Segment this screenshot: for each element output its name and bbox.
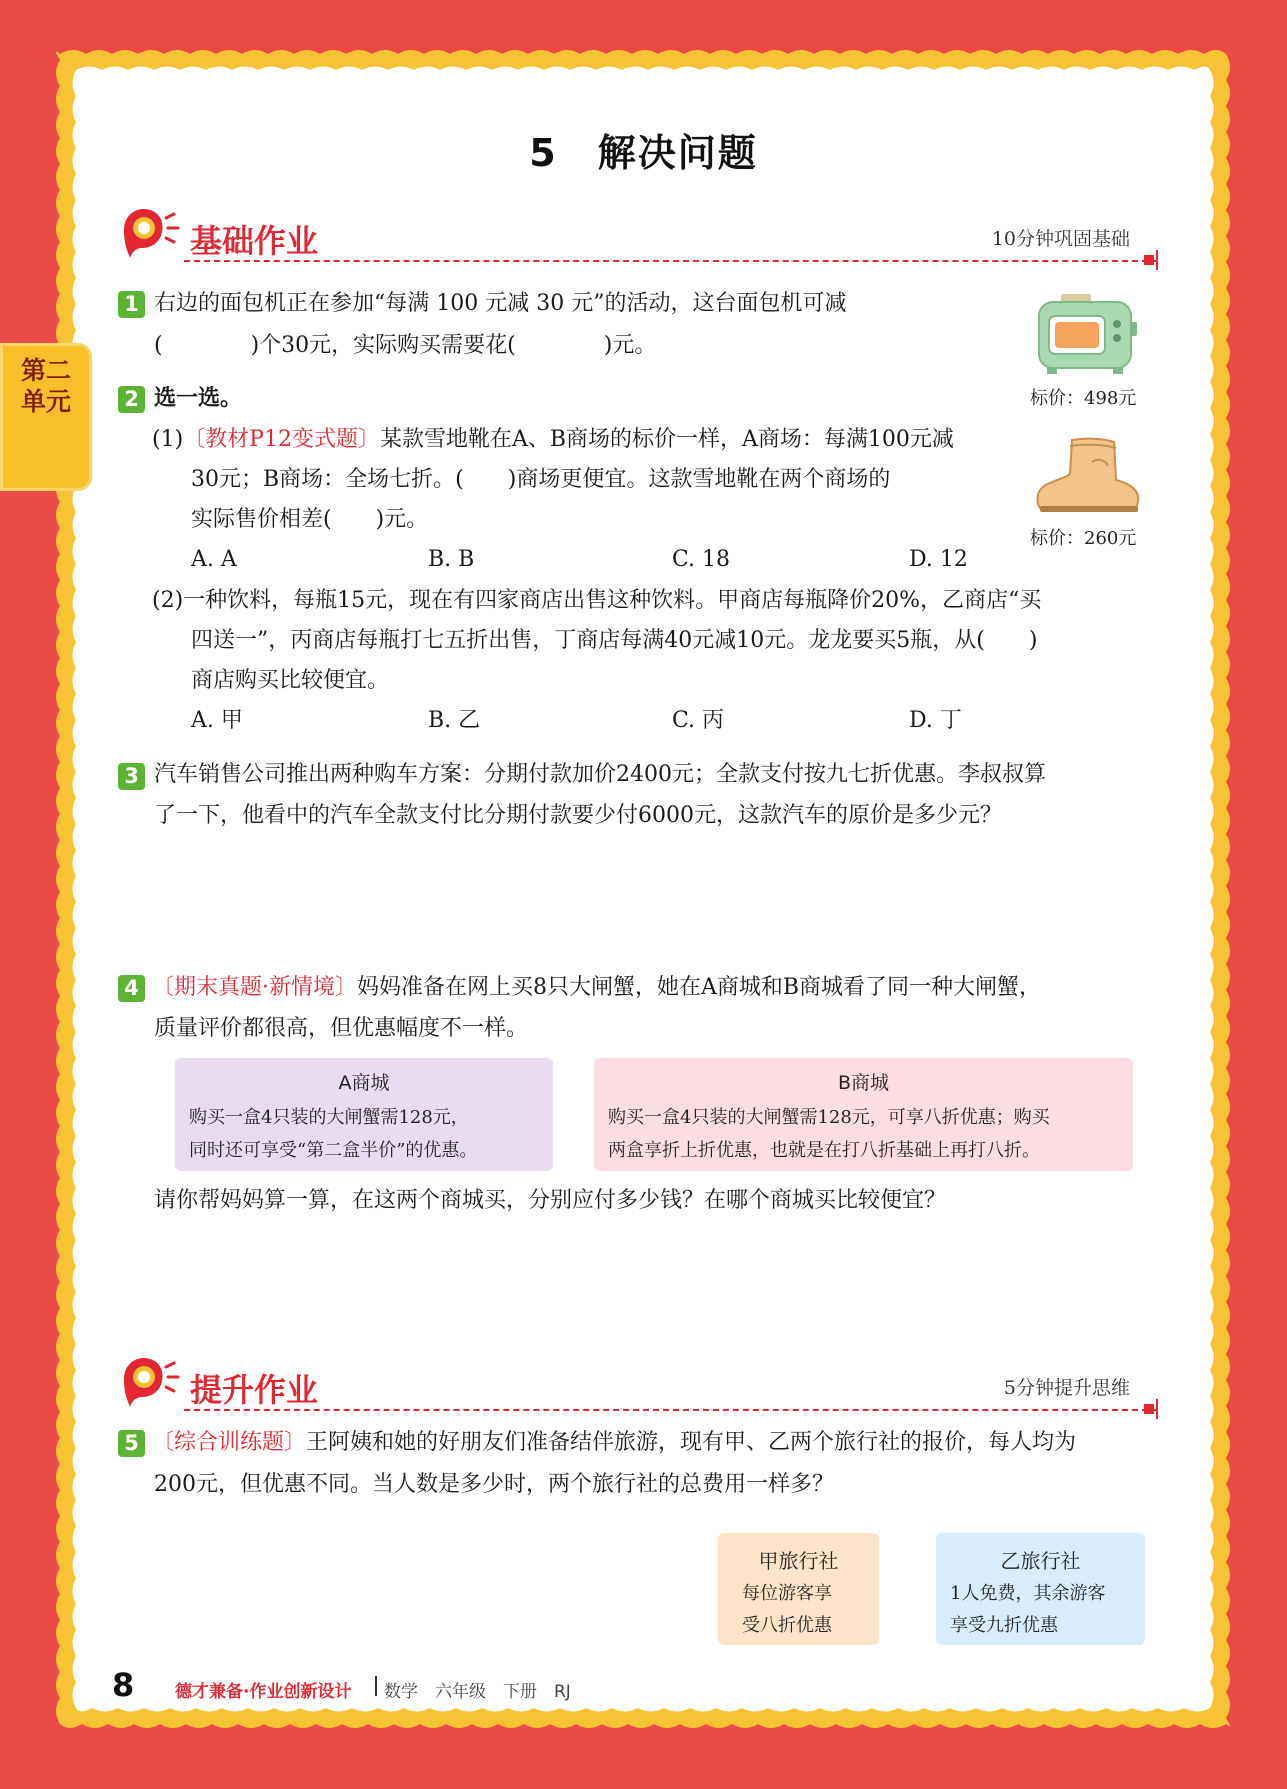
q4-text: 妈妈准备在网上买8只大闸蟹，她在A商城和B商城看了同一种大闸蟹， xyxy=(357,975,1042,1000)
mall-a-box xyxy=(175,1058,553,1171)
question-number: 2 xyxy=(118,386,145,413)
section-rule xyxy=(184,260,1158,262)
box-title: B商城 xyxy=(837,1072,890,1094)
travel-agency-yi-box xyxy=(936,1533,1145,1645)
q3-line2: 了一下，他看中的汽车全款支付比分期付款要少付6000元，这款汽车的原价是多少元？ xyxy=(154,803,1002,828)
q4-line1 xyxy=(152,973,1041,1003)
question-number: 1 xyxy=(118,291,145,318)
rule-end-dot xyxy=(1144,255,1154,265)
sub-text: 某款雪地靴在A、B商场的标价一样，A商场：每满100元减 xyxy=(379,427,954,452)
option-c: C. 18 xyxy=(672,547,731,572)
box-line: 同时还可享受“第二盒半价”的优惠。 xyxy=(189,1140,478,1161)
rule-end-dot xyxy=(1144,1404,1154,1414)
q2-sub2-line2: 四送一”，丙商店每瓶打七五折出售，丁商店每满40元减10元。龙龙要买5瓶，从( ) xyxy=(191,628,1038,653)
option-a: A. 甲 xyxy=(191,708,243,733)
q2-sub2-line3: 商店购买比较便宜。 xyxy=(191,668,390,693)
box-title: 甲旅行社 xyxy=(758,1549,839,1573)
section-rule xyxy=(184,1409,1158,1411)
q5-line2: 200元，但优惠不同。当人数是多少时，两个旅行社的总费用一样多？ xyxy=(154,1472,834,1497)
source-tag: 〔期末真题·新情境〕 xyxy=(152,975,357,1000)
sub-prefix: (1) xyxy=(152,427,184,452)
option-a: A. A xyxy=(191,547,237,572)
box-line: 购买一盒4只装的大闸蟹需128元， xyxy=(189,1107,469,1128)
footer-info: 数学 六年级 下册 RJ xyxy=(384,1682,571,1702)
question-number: 5 xyxy=(118,1430,145,1457)
question-number: 3 xyxy=(118,763,145,790)
footer-divider xyxy=(375,1676,377,1696)
lightbulb-mascot-icon xyxy=(118,204,182,262)
q1-line2: ( )个30元，实际购买需要花( )元。 xyxy=(154,333,657,358)
travel-agency-jia-box xyxy=(718,1533,879,1645)
q2-sub1-line1 xyxy=(152,425,954,455)
question-number: 4 xyxy=(118,975,145,1002)
option-d: D. 丁 xyxy=(909,708,962,733)
option-c: C. 丙 xyxy=(672,708,725,733)
q1-line1: 右边的面包机正在参加“每满 100 元减 30 元”的活动，这台面包机可减 xyxy=(154,291,847,316)
toaster-price: 标价：498元 xyxy=(1030,388,1137,409)
box-line: 受八折优惠 xyxy=(742,1615,832,1636)
boot-price: 标价：260元 xyxy=(1030,528,1137,549)
option-b: B. B xyxy=(428,547,475,572)
q4-question: 请你帮妈妈算一算，在这两个商城买，分别应付多少钱？在哪个商城买比较便宜？ xyxy=(154,1188,947,1213)
q2-sub1-line3: 实际售价相差( )元。 xyxy=(191,507,429,532)
section-label: 基础作业 xyxy=(190,222,319,260)
lightbulb-mascot-icon xyxy=(118,1353,182,1411)
q4-line2: 质量评价都很高，但优惠幅度不一样。 xyxy=(154,1016,529,1041)
q2-sub2-line1 xyxy=(152,586,1041,616)
sub-text: 一种饮料，每瓶15元，现在有四家商店出售这种饮料。甲商店每瓶降价20%，乙商店“买 xyxy=(183,588,1042,613)
section-header-basic xyxy=(118,210,1158,280)
q2-sub1-line2: 30元；B商场：全场七折。( )商场更便宜。这款雪地靴在两个商场的 xyxy=(191,467,891,492)
footer-brand: 德才兼备·作业创新设计 xyxy=(175,1682,352,1702)
rule-end-cap xyxy=(1156,1399,1158,1419)
q3-line1: 汽车销售公司推出两种购车方案：分期付款加价2400元；全款支付按九七折优惠。李叔叔算 xyxy=(154,762,1046,787)
q2-heading: 选一选。 xyxy=(154,386,243,411)
option-b: B. 乙 xyxy=(428,708,481,733)
option-d: D. 12 xyxy=(909,547,968,572)
section-subtitle: 10分钟巩固基础 xyxy=(991,228,1130,250)
source-tag: 〔综合训练题〕 xyxy=(152,1430,307,1455)
box-line: 1人免费，其余游客 xyxy=(950,1583,1106,1604)
unit-tab-label: 第二单元 xyxy=(20,356,71,416)
q5-text: 王阿姨和她的好朋友们准备结伴旅游，现有甲、乙两个旅行社的报价，每人均为 xyxy=(306,1430,1077,1455)
page-number: 8 xyxy=(112,1666,135,1704)
source-tag: 〔教材P12变式题〕 xyxy=(183,427,380,452)
box-line: 每位游客享 xyxy=(742,1583,832,1604)
box-title: A商城 xyxy=(338,1072,390,1094)
unit-tab xyxy=(0,343,92,491)
rule-end-cap xyxy=(1156,250,1158,270)
snow-boot-image xyxy=(1032,436,1142,514)
box-title: 乙旅行社 xyxy=(1000,1549,1081,1573)
section-subtitle: 5分钟提升思维 xyxy=(1003,1377,1130,1399)
box-line: 享受九折优惠 xyxy=(950,1615,1058,1636)
mall-b-box xyxy=(594,1058,1133,1171)
box-line: 购买一盒4只装的大闸蟹需128元，可享八折优惠；购买 xyxy=(608,1107,1050,1128)
sub-prefix: (2) xyxy=(152,588,184,613)
box-line: 两盒享折上折优惠，也就是在打八折基础上再打八折。 xyxy=(608,1140,1040,1161)
toaster-image xyxy=(1035,292,1139,376)
section-header-advanced xyxy=(118,1359,1158,1429)
section-label: 提升作业 xyxy=(190,1371,319,1409)
page-title: 5 解决问题 xyxy=(529,131,758,175)
q5-line1 xyxy=(152,1428,1076,1458)
